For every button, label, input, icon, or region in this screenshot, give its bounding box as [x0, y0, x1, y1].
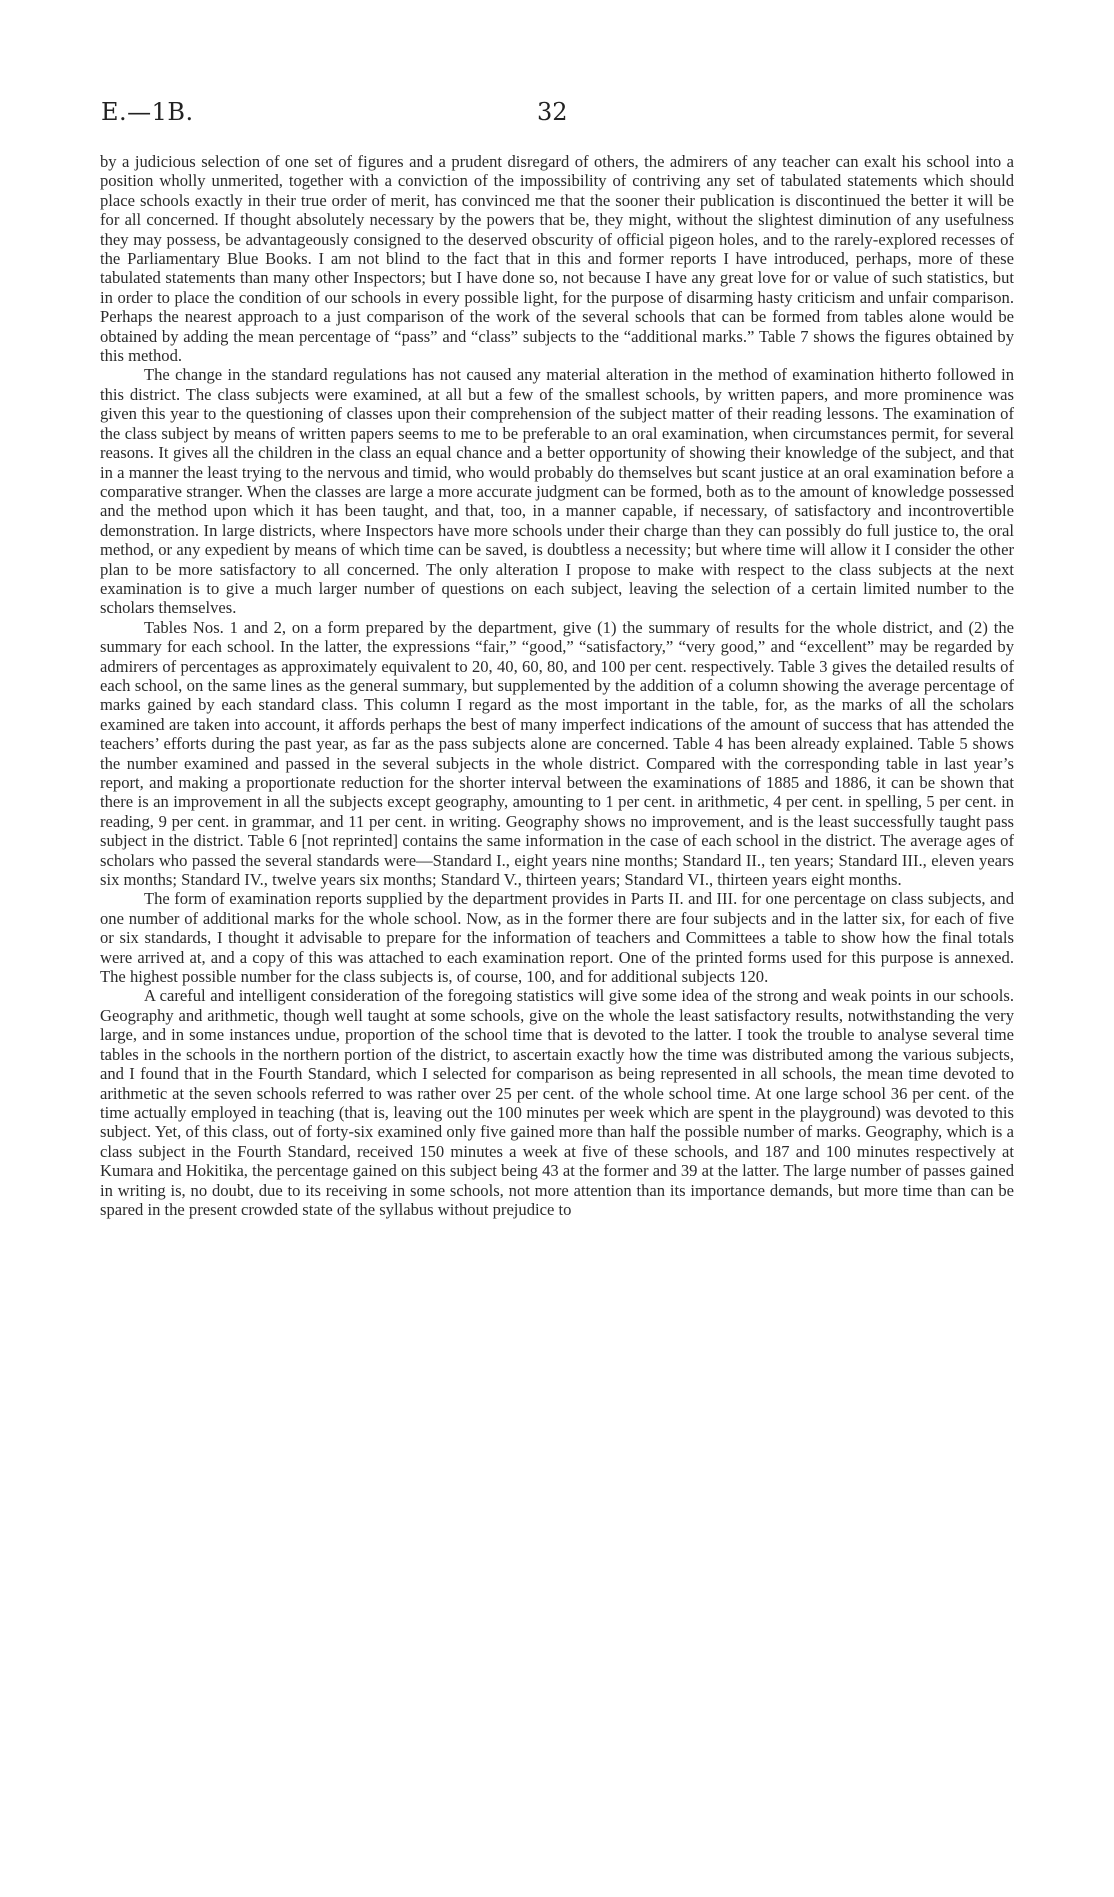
paragraph-examination-method: The change in the standard regulations has not caused any material alteration in the method of examination hitherto followed in this district. The class subjects were examined, at all but a few of the smallest schools, by written papers, and more prominence was given this year to the questioning of classes upon their comprehension of the subject matter of their reading lessons. The examination of the class subject by means of written papers seems to me to be preferable to an oral examination, when circumstances permit, for several reasons. It gives all the children in the class an equal chance and a better opportunity of showing their knowledge of the subject, and that in a manner the least trying to the nervous and timid, who would probably do themselves but scant justice at an oral examination before a comparative stranger. When the classes are large a more accurate judgment can be formed, both as to the amount of knowledge possessed and the method upon which it has been taught, and that, too, in a manner capable, if necessary, of satisfactory and incontrovertible demonstration. In large districts, where Inspectors have more schools under their charge than they can possibly do full justice to, the oral method, or any expedient by means of which time can be saved, is doubtless a necessity; but where time will allow it I consider the other plan to be more satisfactory to all concerned. The only alteration I propose to make with respect to the class subjects at the next examination is to give a much larger number of questions on each subject, leaving the selection of a certain limited number to the scholars themselves.	[100, 365, 1014, 618]
body-text	[100, 152, 1014, 1219]
document-reference: E.—1B.	[101, 98, 194, 126]
paragraph-report-forms: The form of examination reports supplied by the department provides in Parts II. and III. for one percentage on class subjects, and one number of additional marks for the whole school. Now, as in the former there are four subjects and in the latter six, for each of five or six standards, I thought it advisable to prepare for the information of teachers and Committees a table to show how the final totals were arrived at, and a copy of this was attached to each examination report. One of the printed forms used for this purpose is annexed. The highest possible number for the class subjects is, of course, 100, and for additional subjects 120.	[100, 889, 1014, 987]
paragraph-statistics-consideration: A careful and intelligent consideration of the foregoing statistics will give some idea of the strong and weak points in our schools. Geography and arithmetic, though well taught at some schools, give on the whole the least satisfactory results, notwithstanding the very large, and in some instances undue, proportion of the school time that is devoted to the latter. I took the trouble to analyse several time tables in the schools in the northern portion of the district, to ascertain exactly how the time was distributed among the various subjects, and I found that in the Fourth Standard, which I selected for comparison as being represented in all schools, the mean time devoted to arithmetic at the seven schools referred to was rather over 25 per cent. of the whole school time. At one large school 36 per cent. of the time actually employed in teaching (that is, leaving out the 100 minutes per week which are spent in the playground) was devoted to this subject. Yet, of this class, out of forty-six examined only five gained more than half the possible number of marks. Geography, which is a class subject in the Fourth Standard, received 150 minutes a week at five of these schools, and 187 and 100 minutes respectively at Kumara and Hokitika, the percentage gained on this subject being 43 at the former and 39 at the latter. The large number of passes gained in writing is, no doubt, due to its receiving in some schools, not more attention than its importance demands, but more time than can be spared in the present crowded state of the syllabus without prejudice to	[100, 986, 1014, 1219]
page-header	[97, 98, 1017, 134]
paragraph-tables-summary: Tables Nos. 1 and 2, on a form prepared by the department, give (1) the summary of results for the whole district, and (2) the summary for each school. In the latter, the expressions “fair,” “good,” “satisfactory,” “very good,” and “excellent” may be regarded by admirers of percentages as approximately equivalent to 20, 40, 60, 80, and 100 per cent. respectively. Table 3 gives the detailed results of each school, on the same lines as the general summary, but supplemented by the addition of a column showing the average percentage of marks gained by each standard class. This column I regard as the most important in the table, for, as the marks of all the scholars examined are taken into account, it affords perhaps the best of many imperfect indications of the amount of success that has attended the teachers’ efforts during the past year, as far as the pass subjects alone are concerned. Table 4 has been already explained. Table 5 shows the number examined and passed in the several subjects in the whole district. Compared with the corresponding table in last year’s report, and making a proportionate reduction for the shorter interval between the examinations of 1885 and 1886, it can be shown that there is an improvement in all the subjects except geography, amounting to 1 per cent. in arithmetic, 4 per cent. in spelling, 5 per cent. in reading, 9 per cent. in grammar, and 11 per cent. in writing. Geography shows no improvement, and is the least successfully taught pass subject in the district. Table 6 [not reprinted] contains the same information in the case of each school in the district. The average ages of scholars who passed the several standards were—Standard I., eight years nine months; Standard II., ten years; Standard III., eleven years six months; Standard IV., twelve years six months; Standard V., thirteen years; Standard VI., thirteen years eight months.	[100, 617, 1014, 890]
page-number: 32	[537, 98, 568, 126]
paragraph-continuation: by a judicious selection of one set of figures and a prudent disregard of others, the admirers of any teacher can exalt his school into a position wholly unmerited, together with a conviction of the impossibility of contriving any set of tabulated statements which should place schools exactly in their true order of merit, has convinced me that the sooner their publication is discontinued the better it will be for all concerned. If thought absolutely necessary by the powers that be, they might, without the slightest diminution of any usefulness they may possess, be advantageously consigned to the deserved obscurity of official pigeon holes, and to the rarely-explored recesses of the Parliamentary Blue Books. I am not blind to the fact that in this and former reports I have introduced, perhaps, more of these tabulated statements than many other Inspectors; but I have done so, not because I have any great love for or value of such statistics, but in order to place the condition of our schools in every possible light, for the purpose of disarming hasty criticism and unfair comparison. Perhaps the nearest approach to a just comparison of the work of the several schools that can be formed from tables alone would be obtained by adding the mean percentage of “pass” and “class” subjects to the “additional marks.” Table 7 shows the figures obtained by this method.	[100, 152, 1014, 366]
